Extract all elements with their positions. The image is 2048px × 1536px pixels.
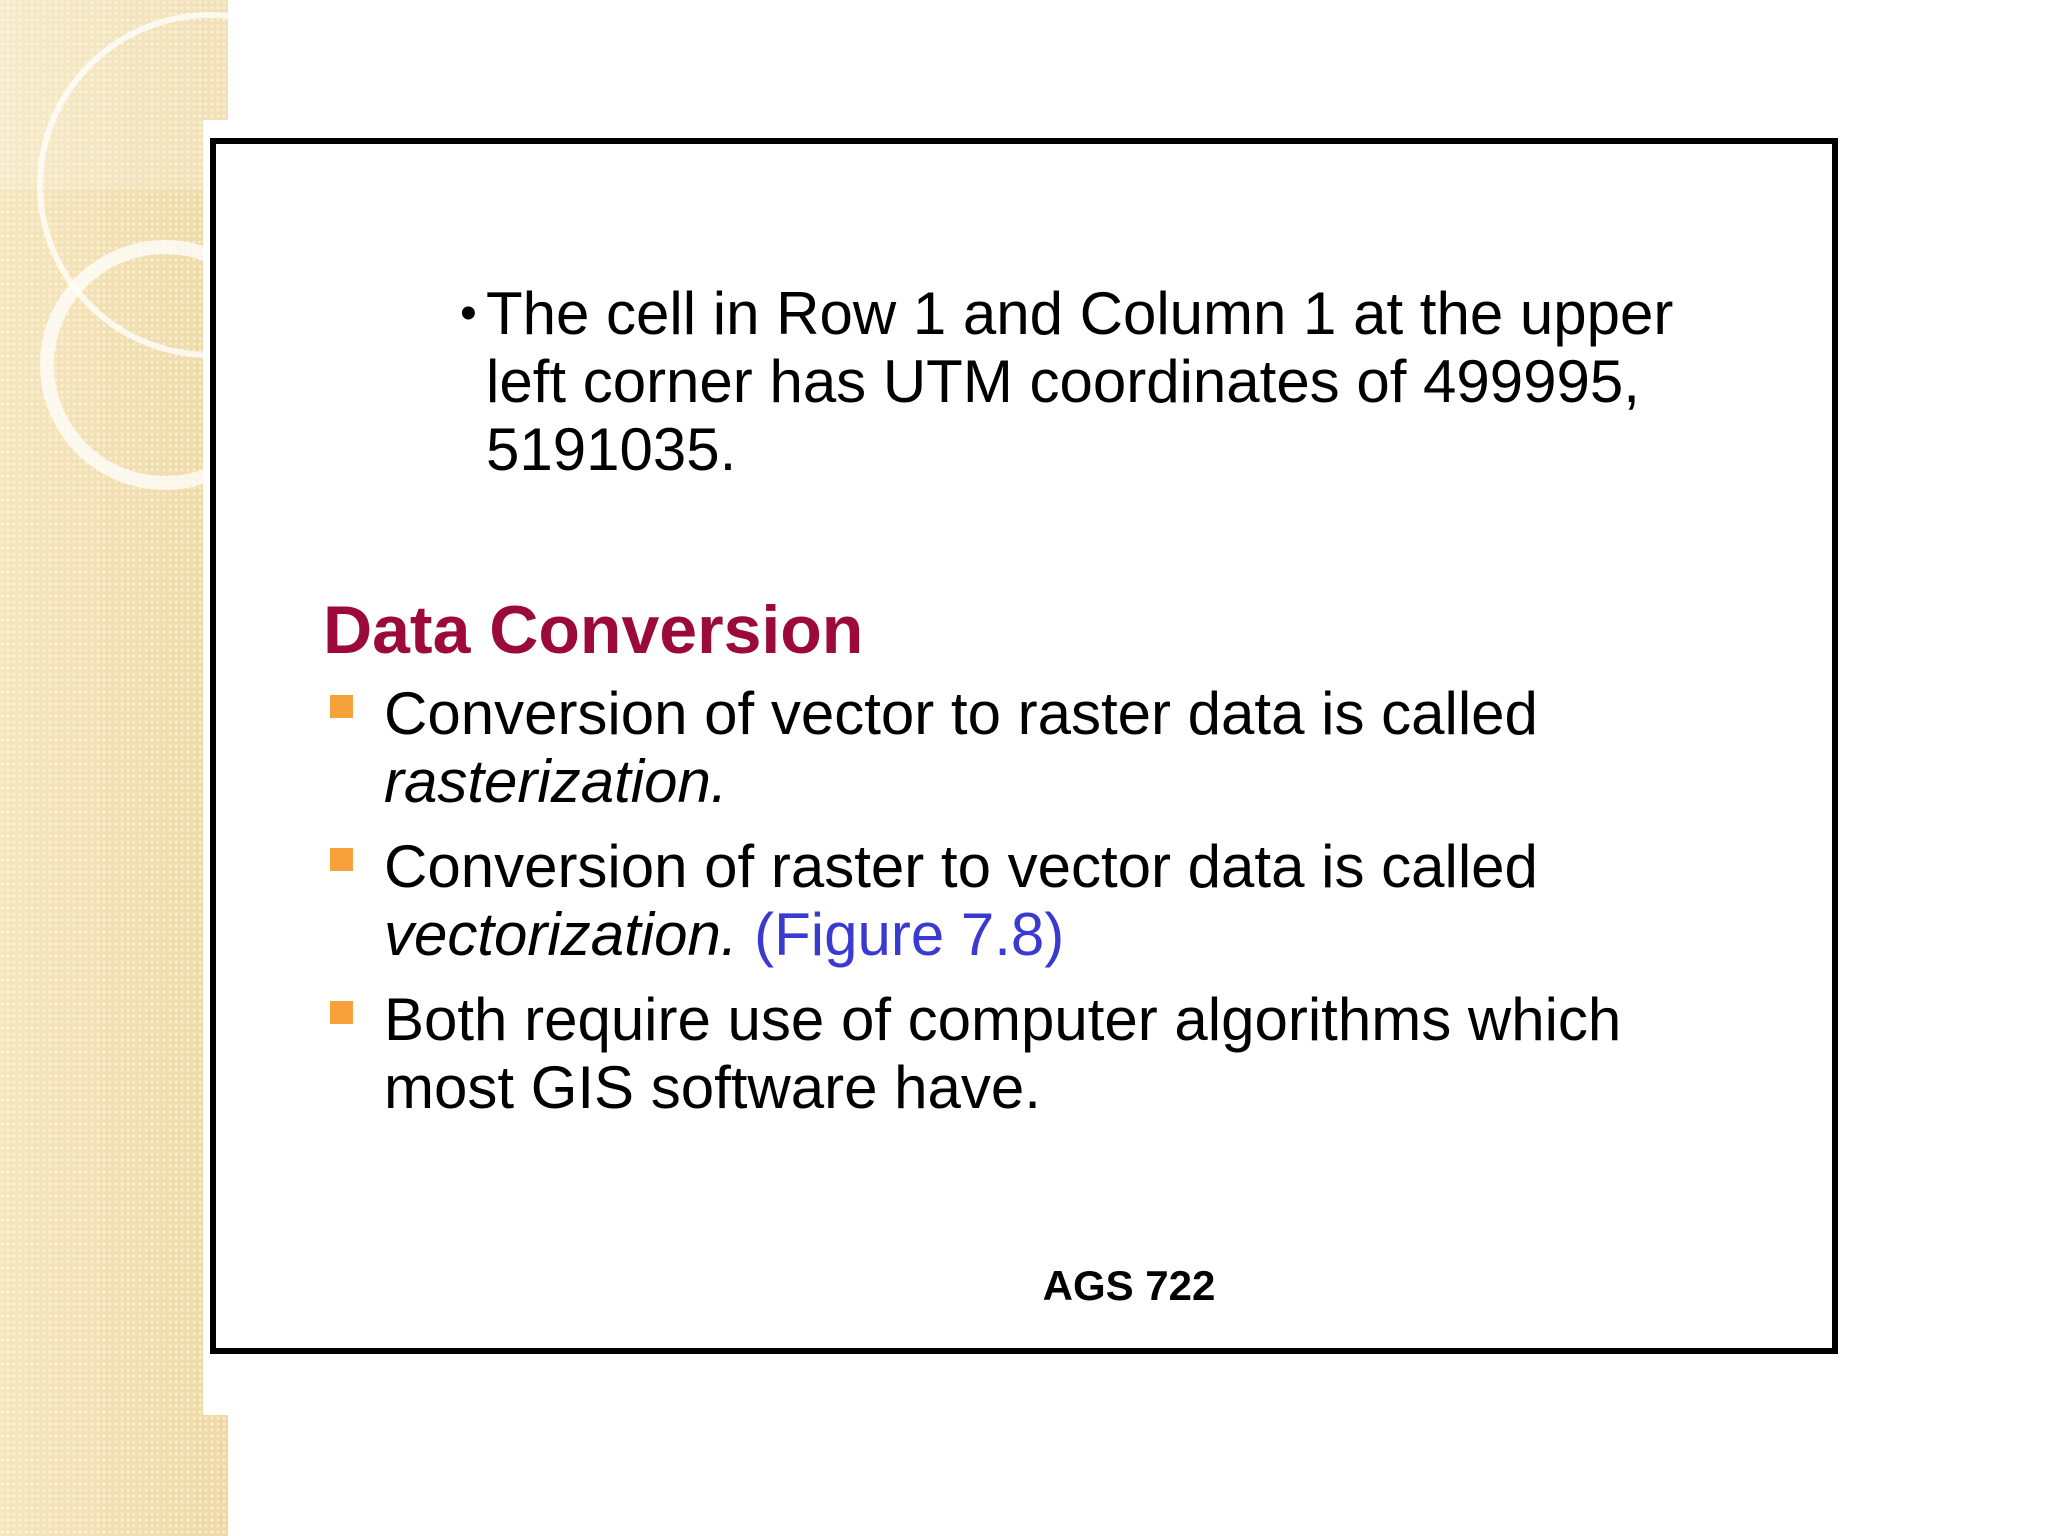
list-item-term: rasterization. [384, 748, 728, 815]
list-item-text: Both require use of computer algorithms which most GIS software have. [384, 986, 1622, 1121]
slide-footer: AGS 722 [1042, 1262, 1216, 1309]
square-bullet-icon [330, 1001, 353, 1024]
list-item-term: vectorization. [384, 901, 738, 968]
section-title: Data Conversion [323, 592, 864, 668]
list-item-text: Conversion of vector to raster data is called [384, 680, 1538, 747]
square-bullet-icon [330, 695, 353, 718]
list-item [330, 986, 1750, 1122]
intro-bullet-text: The cell in Row 1 and Column 1 at the upper left corner has UTM coordinates of 499995, 5191035. [486, 280, 1674, 483]
conversion-list [330, 680, 1750, 1139]
list-item-text: Conversion of raster to vector data is called [384, 833, 1538, 900]
list-item [330, 680, 1750, 816]
figure-reference-link[interactable]: (Figure 7.8) [754, 901, 1065, 968]
square-bullet-icon [330, 848, 353, 871]
bullet-dot-icon: • [460, 287, 477, 340]
intro-bullet [460, 280, 1726, 484]
list-item [330, 833, 1750, 969]
